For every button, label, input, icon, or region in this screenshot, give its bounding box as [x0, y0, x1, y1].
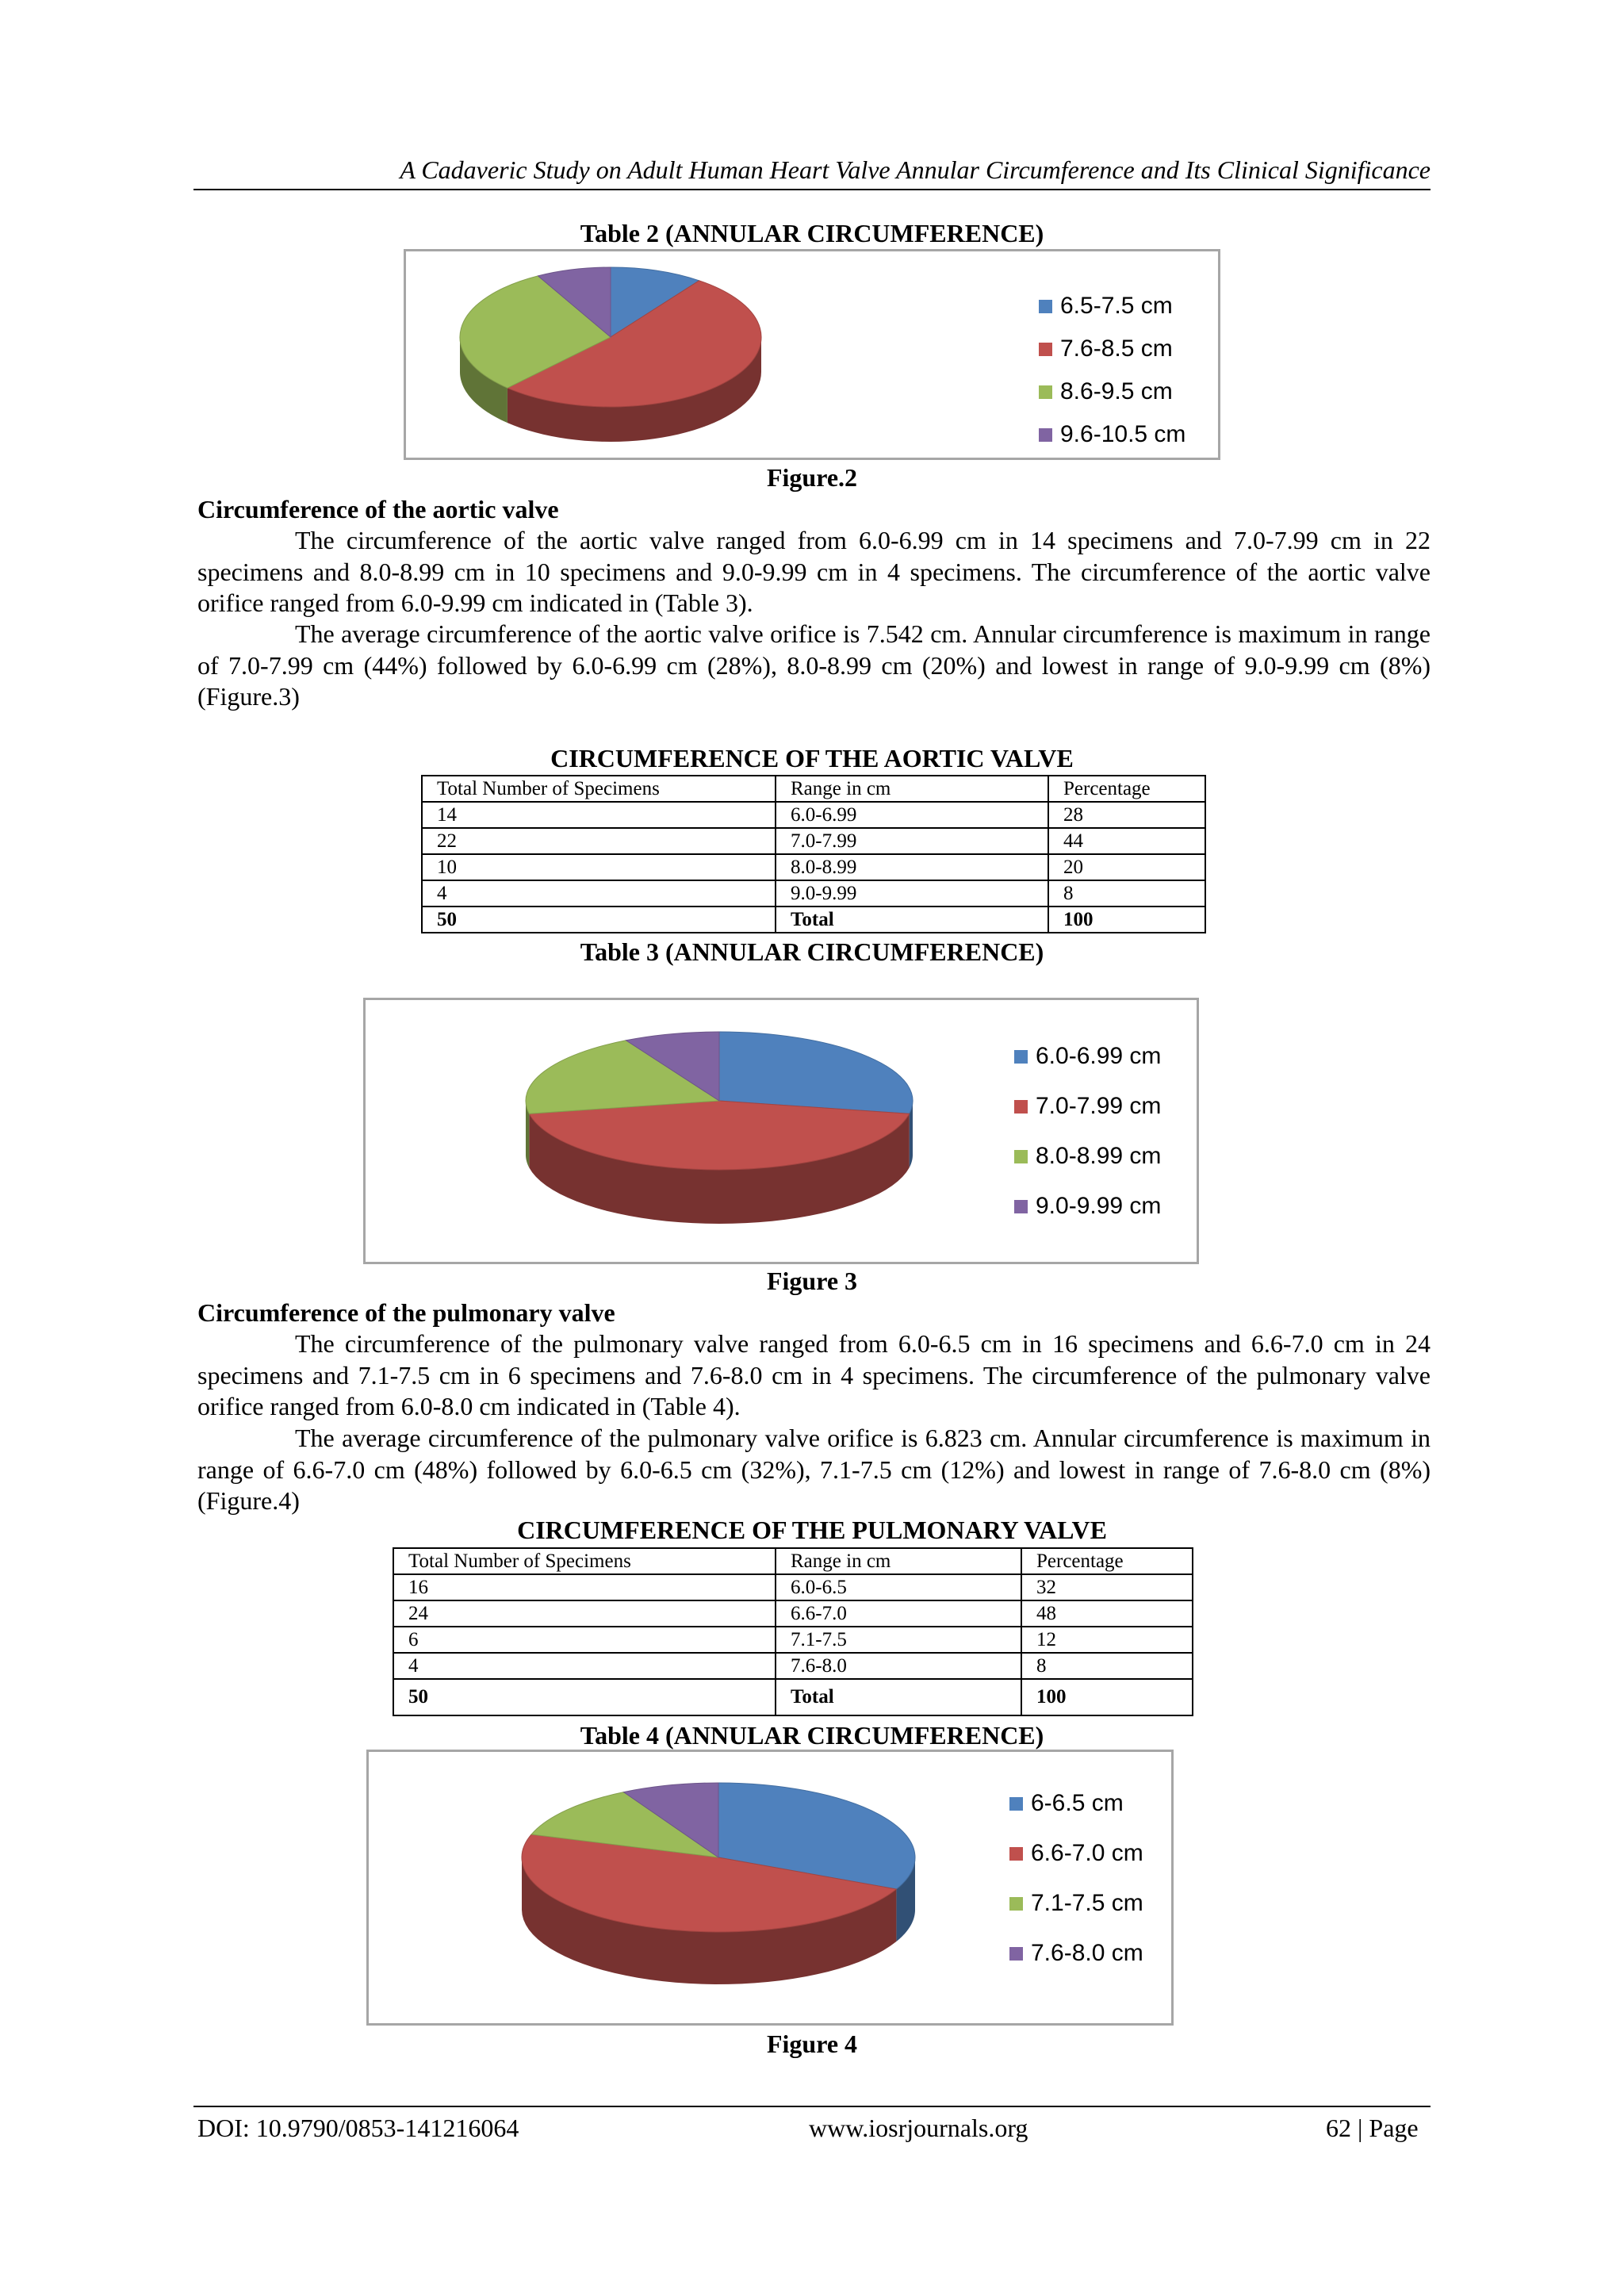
legend-swatch	[1014, 1050, 1028, 1064]
table-cell: 7.6-8.0	[776, 1653, 1021, 1679]
legend-label: 7.6-8.0 cm	[1031, 1940, 1143, 1966]
table-row	[422, 854, 1205, 880]
aortic-table	[421, 775, 1206, 933]
legend-label: 9.0-9.99 cm	[1036, 1193, 1162, 1219]
table-cell: 4	[422, 880, 776, 907]
table4-caption: Table 4 (ANNULAR CIRCUMFERENCE)	[580, 1721, 1044, 1750]
table-row	[422, 828, 1205, 854]
table-cell: 48	[1021, 1600, 1193, 1627]
legend-swatch	[1014, 1150, 1028, 1163]
table-cell: 8.0-8.99	[776, 854, 1048, 880]
figure4-caption: Figure 4	[766, 2030, 858, 2058]
legend-swatch	[1009, 1847, 1023, 1861]
header-rule	[193, 189, 1431, 190]
legend-label: 6-6.5 cm	[1031, 1790, 1124, 1816]
legend-label: 6.5-7.5 cm	[1060, 293, 1173, 319]
table-cell: 12	[1021, 1627, 1193, 1653]
figure3-caption: Figure 3	[766, 1267, 858, 1295]
legend-swatch	[1014, 1100, 1028, 1114]
footer-doi: DOI: 10.9790/0853-141216064	[197, 2114, 519, 2142]
legend-swatch	[1039, 385, 1052, 399]
table-row	[422, 880, 1205, 907]
table-header-cell: Range in cm	[776, 776, 1048, 802]
figure4-pie-chart	[366, 1750, 1174, 2026]
pie-svg	[366, 1000, 1197, 1262]
table-header-cell: Total Number of Specimens	[422, 776, 776, 802]
pulmonary-table	[393, 1547, 1193, 1716]
table-header-row	[393, 1548, 1193, 1574]
figure2-caption: Figure.2	[766, 463, 858, 492]
legend-swatch	[1039, 300, 1052, 313]
aortic-paragraph-1: The circumference of the aortic valve ranged from 6.0-6.99 cm in 14 specimens and 7.0-7.99 cm in 22 specimens and 8.0-8.99 cm in 10 specimens and 9.0-9.99 cm in 4 specimens. The circumference of the aortic valve orifice ranged from 6.0-9.99 cm indicated in (Table 3).	[197, 526, 1431, 617]
table-cell: 4	[393, 1653, 776, 1679]
legend-label: 6.0-6.99 cm	[1036, 1043, 1162, 1069]
footer-rule	[193, 2106, 1431, 2107]
legend-swatch	[1009, 1947, 1023, 1961]
table-cell: 8	[1048, 880, 1205, 907]
legend-swatch	[1039, 428, 1052, 442]
footer-page-number: 62 | Page	[1326, 2114, 1419, 2142]
table-cell: Total	[776, 907, 1048, 933]
figure3-pie-chart	[363, 998, 1199, 1264]
pulmonary-table-title: CIRCUMFERENCE OF THE PULMONARY VALVE	[517, 1516, 1107, 1544]
table-cell: 6.0-6.5	[776, 1574, 1021, 1600]
table-row	[393, 1574, 1193, 1600]
legend-swatch	[1039, 343, 1052, 356]
aortic-table-title: CIRCUMFERENCE OF THE AORTIC VALVE	[550, 744, 1074, 772]
legend-label: 9.6-10.5 cm	[1060, 421, 1186, 447]
table-row	[422, 802, 1205, 828]
table-row	[393, 1627, 1193, 1653]
table-cell: 6.0-6.99	[776, 802, 1048, 828]
table-cell: 100	[1021, 1679, 1193, 1715]
aortic-section-heading: Circumference of the aortic valve	[197, 495, 559, 523]
legend-label: 8.0-8.99 cm	[1036, 1143, 1162, 1169]
legend-label: 7.6-8.5 cm	[1060, 335, 1173, 362]
table-cell: 7.1-7.5	[776, 1627, 1021, 1653]
table-cell: 44	[1048, 828, 1205, 854]
table-total-row	[422, 907, 1205, 933]
pulmonary-paragraph-2: The average circumference of the pulmonary valve orifice is 6.823 cm. Annular circumference is maximum in range of 6.6-7.0 cm (48%) followed by 6.0-6.5 cm (32%), 7.1-7.5 cm (12%) and lowest in range of 7.6-8.0 cm (8%) (Figure.4)	[197, 1424, 1431, 1515]
legend-label: 8.6-9.5 cm	[1060, 378, 1173, 404]
running-title: A Cadaveric Study on Adult Human Heart Valve Annular Circumference and Its Clinical Significance	[400, 155, 1431, 184]
table-cell: 32	[1021, 1574, 1193, 1600]
table-cell: 20	[1048, 854, 1205, 880]
pulmonary-section-heading: Circumference of the pulmonary valve	[197, 1298, 615, 1327]
legend-swatch	[1014, 1200, 1028, 1213]
table-header-cell: Percentage	[1048, 776, 1205, 802]
table-cell: 8	[1021, 1653, 1193, 1679]
table-cell: 50	[393, 1679, 776, 1715]
table-cell: 9.0-9.99	[776, 880, 1048, 907]
legend-label: 7.1-7.5 cm	[1031, 1890, 1143, 1916]
table-header-cell: Percentage	[1021, 1548, 1193, 1574]
table-cell: 24	[393, 1600, 776, 1627]
table-cell: Total	[776, 1679, 1021, 1715]
table3-caption: Table 3 (ANNULAR CIRCUMFERENCE)	[580, 937, 1044, 966]
table-cell: 6.6-7.0	[776, 1600, 1021, 1627]
table-cell: 16	[393, 1574, 776, 1600]
table-cell: 10	[422, 854, 776, 880]
aortic-paragraph-2: The average circumference of the aortic valve orifice is 7.542 cm. Annular circumference is maximum in range of 7.0-7.99 cm (44%) followed by 6.0-6.99 cm (28%), 8.0-8.99 cm (20%) and lowest in range of 9.0-9.99 cm (8%) (Figure.3)	[197, 619, 1431, 711]
table-cell: 14	[422, 802, 776, 828]
pulmonary-paragraph-1: The circumference of the pulmonary valve ranged from 6.0-6.5 cm in 16 specimens and 6.6-7.0 cm in 24 specimens and 7.1-7.5 cm in 6 specimens and 7.6-8.0 cm in 4 specimens. The circumference of the pulmonary valve orifice ranged from 6.0-8.0 cm indicated in (Table 4).	[197, 1329, 1431, 1420]
legend-swatch	[1009, 1797, 1023, 1811]
footer-website: www.iosrjournals.org	[809, 2114, 1028, 2142]
table-header-cell: Range in cm	[776, 1548, 1021, 1574]
table-cell: 50	[422, 907, 776, 933]
legend-label: 7.0-7.99 cm	[1036, 1093, 1162, 1119]
table-header-cell: Total Number of Specimens	[393, 1548, 776, 1574]
table-cell: 28	[1048, 802, 1205, 828]
legend-label: 6.6-7.0 cm	[1031, 1840, 1143, 1866]
table-row	[393, 1653, 1193, 1679]
table-total-row	[393, 1679, 1193, 1715]
table-row	[393, 1600, 1193, 1627]
table-cell: 100	[1048, 907, 1205, 933]
table-cell: 6	[393, 1627, 776, 1653]
table-cell: 7.0-7.99	[776, 828, 1048, 854]
table-header-row	[422, 776, 1205, 802]
table2-caption: Table 2 (ANNULAR CIRCUMFERENCE)	[580, 219, 1044, 247]
figure2-pie-chart	[404, 249, 1220, 460]
pie-slice	[719, 1032, 913, 1114]
legend-swatch	[1009, 1897, 1023, 1911]
table-cell: 22	[422, 828, 776, 854]
